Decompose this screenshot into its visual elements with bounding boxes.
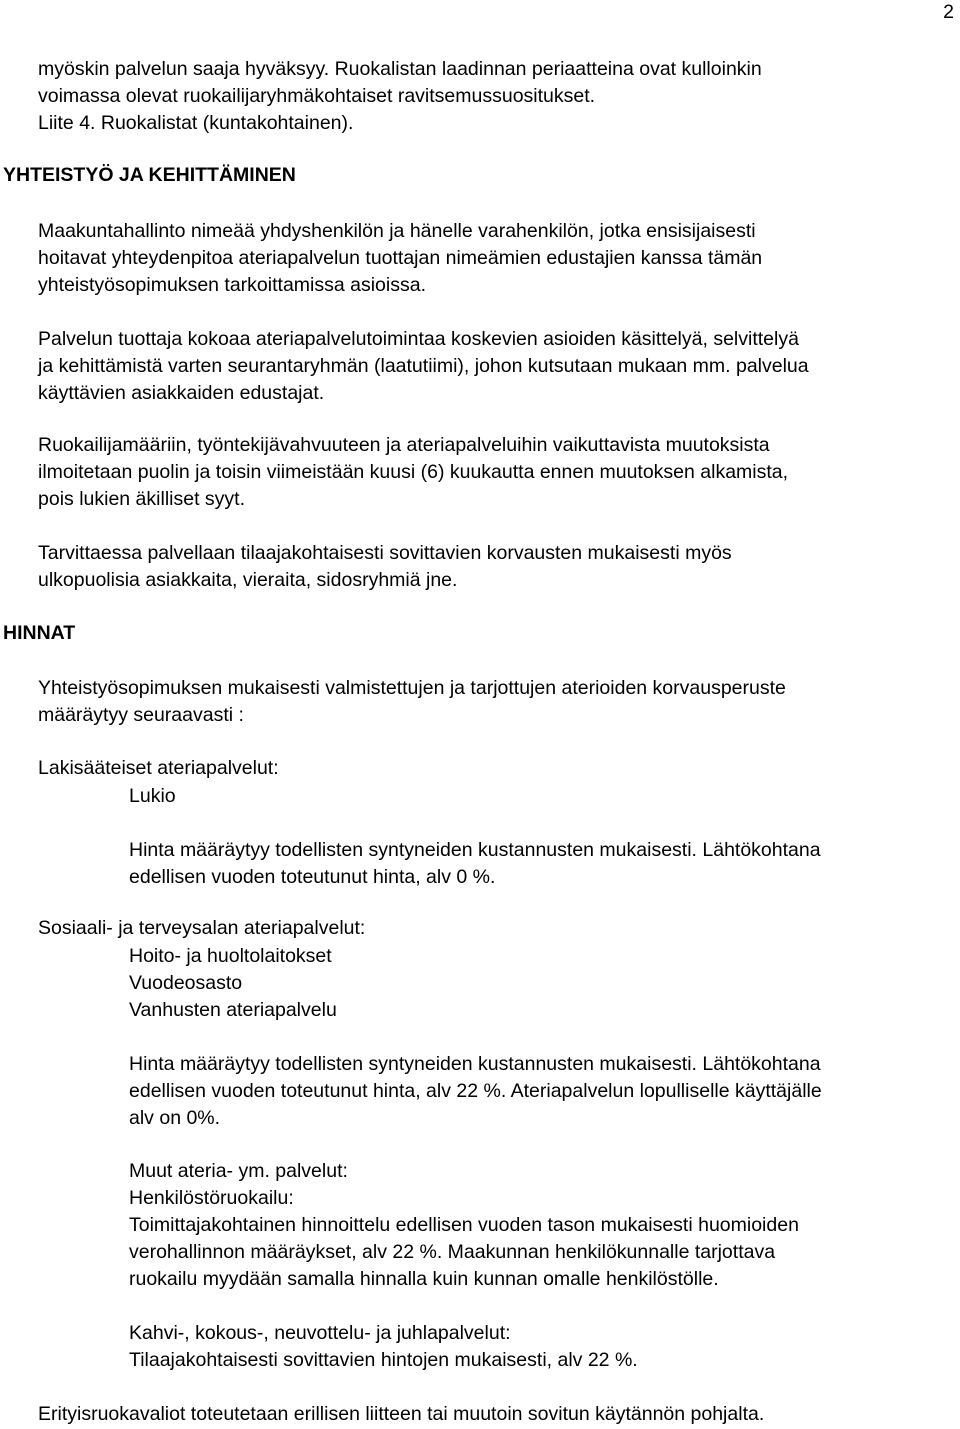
statutory-label: Lakisääteiset ateriapalvelut: xyxy=(38,757,279,779)
statutory-items: Lukio xyxy=(129,785,176,807)
prices-intro: Yhteistyösopimuksen mukaisesti valmistettujen ja tarjottujen aterioiden korvausperuste määräytyy seuraavasti : xyxy=(38,677,786,726)
social-health-price-text: Hinta määräytyy todellisten syntyneiden kustannusten mukaisesti. Lähtökohtana edellisen vuoden toteutunut hinta, alv 22 %. Ateriapalvelun lopulliselle käyttäjälle alv on 0%. xyxy=(129,1053,822,1129)
cooperation-paragraph-3: Ruokailijamääriin, työntekijävahvuuteen ja ateriapalveluihin vaikuttavista muutoksista ilmoitetaan puolin ja toisin viimeistään kuusi (6) kuukautta ennen muutoksen alkamista, pois lukien äkilliset syyt. xyxy=(38,434,789,510)
cooperation-paragraph-1: Maakuntahallinto nimeää yhdyshenkilön ja hänelle varahenkilön, jotka ensisijaisesti hoitavat yhteydenpitoa ateriapalvelun tuottajan nimeämien edustajien kanssa tämän yhteistyösopimuksen tarkoittamissa asioissa. xyxy=(38,220,763,296)
intro-paragraph: myöskin palvelun saaja hyväksyy. Ruokalistan laadinnan periaatteina ovat kulloinkin voimassa olevat ruokailijaryhmäkohtaiset ravitsemussuositukset. Liite 4. Ruokalistat (kuntakohtainen). xyxy=(38,58,762,134)
page-number: 2 xyxy=(943,1,954,23)
cooperation-paragraph-4: Tarvittaessa palvellaan tilaajakohtaisesti sovittavien korvausten mukaisesti myös ulkopuolisia asiakkaita, vieraita, sidosryhmiä jne. xyxy=(38,542,732,591)
other-meals-text: Muut ateria- ym. palvelut: Henkilöstöruokailu: Toimittajakohtainen hinnoittelu edellisen vuoden tason mukaisesti huomioiden verohallinnon määräykset, alv 22 %. Maakunnan henkilökunnalle tarjottava ruokailu myydään samalla hinnalla kuin kunnan omalle henkilöstölle. xyxy=(129,1160,799,1290)
special-diets-text: Erityisruokavaliot toteutetaan erillisen liitteen tai muutoin sovitun käytännön pohjalta. xyxy=(38,1403,765,1425)
coffee-meetings-text: Kahvi-, kokous-, neuvottelu- ja juhlapalvelut: Tilaajakohtaisesti sovittavien hintojen mukaisesti, alv 22 %. xyxy=(129,1322,638,1371)
social-health-items: Hoito- ja huoltolaitokset Vuodeosasto Vanhusten ateriapalvelu xyxy=(129,945,337,1021)
social-health-label: Sosiaali- ja terveysalan ateriapalvelut: xyxy=(38,917,366,939)
section-heading-prices: HINNAT xyxy=(3,622,76,644)
cooperation-paragraph-2: Palvelun tuottaja kokoaa ateriapalvelutoimintaa koskevien asioiden käsittelyä, selvittelyä ja kehittämistä varten seurantaryhmän (laatutiimi), johon kutsutaan mukaan mm. palvelua käyttävien asiakkaiden edustajat. xyxy=(38,328,809,404)
statutory-price-text: Hinta määräytyy todellisten syntyneiden kustannusten mukaisesti. Lähtökohtana edellisen vuoden toteutunut hinta, alv 0 %. xyxy=(129,839,821,888)
section-heading-cooperation: YHTEISTYÖ JA KEHITTÄMINEN xyxy=(3,164,296,186)
